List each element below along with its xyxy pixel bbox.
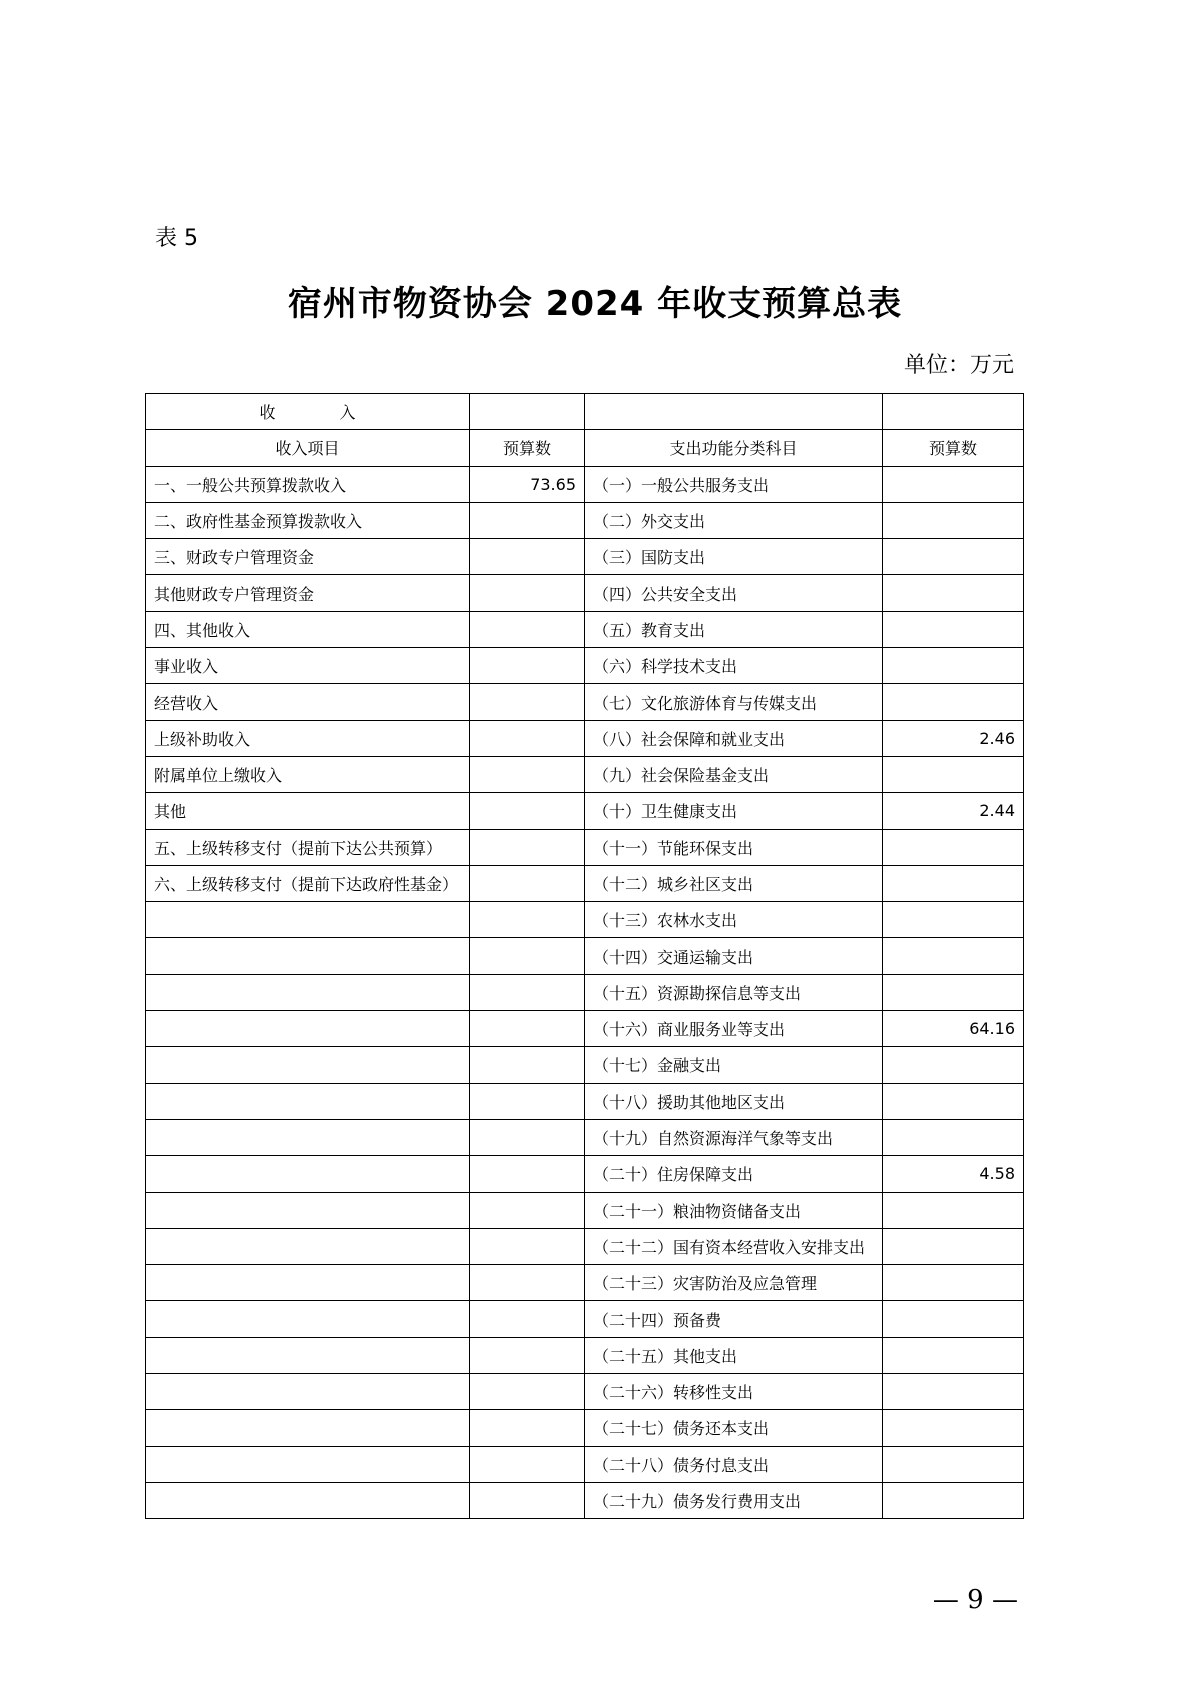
expense-budget-cell bbox=[883, 1374, 1024, 1410]
income-item-cell bbox=[146, 1047, 470, 1083]
expense-item-cell: （五）教育支出 bbox=[585, 611, 883, 647]
expense-budget-cell bbox=[883, 1192, 1024, 1228]
table-row bbox=[146, 829, 1024, 865]
expense-item-cell: （二十九）债务发行费用支出 bbox=[585, 1482, 883, 1518]
expense-budget-cell bbox=[883, 684, 1024, 720]
expense-item-cell: （十二）城乡社区支出 bbox=[585, 865, 883, 901]
table-row bbox=[146, 1482, 1024, 1518]
income-budget-cell bbox=[470, 1265, 585, 1301]
table-row bbox=[146, 1374, 1024, 1410]
income-budget-cell bbox=[470, 1482, 585, 1518]
income-budget-cell bbox=[470, 938, 585, 974]
table-row bbox=[146, 611, 1024, 647]
expense-item-cell: （二十）住房保障支出 bbox=[585, 1156, 883, 1192]
income-budget-cell bbox=[470, 539, 585, 575]
income-item-cell bbox=[146, 1119, 470, 1155]
income-item-cell: 二、政府性基金预算拨款收入 bbox=[146, 502, 470, 538]
empty-cell bbox=[883, 394, 1024, 430]
income-budget-cell bbox=[470, 684, 585, 720]
group-header-row bbox=[146, 394, 1024, 430]
income-budget-cell bbox=[470, 1446, 585, 1482]
expense-budget-cell: 2.46 bbox=[883, 720, 1024, 756]
table-label: 表 5 bbox=[155, 226, 198, 251]
table-row bbox=[146, 974, 1024, 1010]
income-item-cell bbox=[146, 938, 470, 974]
table-row bbox=[146, 466, 1024, 502]
income-budget-cell bbox=[470, 902, 585, 938]
table-row bbox=[146, 539, 1024, 575]
income-group-header: 收 入 bbox=[146, 394, 470, 430]
table-row bbox=[146, 1156, 1024, 1192]
expense-budget-cell bbox=[883, 865, 1024, 901]
expense-budget-cell bbox=[883, 611, 1024, 647]
expense-budget-cell bbox=[883, 974, 1024, 1010]
expense-item-cell: （四）公共安全支出 bbox=[585, 575, 883, 611]
expense-item-cell: （二十七）债务还本支出 bbox=[585, 1410, 883, 1446]
table-row bbox=[146, 902, 1024, 938]
table-row bbox=[146, 793, 1024, 829]
expense-item-cell: （十六）商业服务业等支出 bbox=[585, 1011, 883, 1047]
income-item-cell: 其他 bbox=[146, 793, 470, 829]
income-item-cell bbox=[146, 1301, 470, 1337]
expense-budget-cell bbox=[883, 575, 1024, 611]
table-row bbox=[146, 1446, 1024, 1482]
expense-budget-cell bbox=[883, 1119, 1024, 1155]
expense-item-cell: （二十五）其他支出 bbox=[585, 1337, 883, 1373]
income-item-cell: 一、一般公共预算拨款收入 bbox=[146, 466, 470, 502]
expense-budget-cell bbox=[883, 1337, 1024, 1373]
unit-label: 单位：万元 bbox=[903, 353, 1014, 378]
income-item-cell bbox=[146, 902, 470, 938]
income-budget-cell bbox=[470, 611, 585, 647]
expense-item-cell: （九）社会保险基金支出 bbox=[585, 756, 883, 792]
expense-item-cell: （一）一般公共服务支出 bbox=[585, 466, 883, 502]
income-item-cell: 经营收入 bbox=[146, 684, 470, 720]
income-budget-cell bbox=[470, 974, 585, 1010]
table-row bbox=[146, 1228, 1024, 1264]
page-title: 宿州市物资协会 2024 年收支预算总表 bbox=[287, 284, 903, 324]
income-budget-cell bbox=[470, 575, 585, 611]
expense-budget-cell bbox=[883, 1265, 1024, 1301]
expense-budget-cell bbox=[883, 502, 1024, 538]
empty-cell bbox=[470, 394, 585, 430]
income-item-cell bbox=[146, 1446, 470, 1482]
empty-cell bbox=[585, 394, 883, 430]
income-item-cell bbox=[146, 1192, 470, 1228]
income-budget-cell bbox=[470, 648, 585, 684]
expense-item-cell: （七）文化旅游体育与传媒支出 bbox=[585, 684, 883, 720]
expense-item-cell: （十）卫生健康支出 bbox=[585, 793, 883, 829]
expense-item-cell: （十七）金融支出 bbox=[585, 1047, 883, 1083]
table-row bbox=[146, 756, 1024, 792]
expense-budget-cell bbox=[883, 1047, 1024, 1083]
expense-item-cell: （十三）农林水支出 bbox=[585, 902, 883, 938]
table-row bbox=[146, 684, 1024, 720]
table-row bbox=[146, 938, 1024, 974]
expense-budget-cell: 64.16 bbox=[883, 1011, 1024, 1047]
income-item-cell bbox=[146, 1410, 470, 1446]
income-budget-cell bbox=[470, 1156, 585, 1192]
expense-budget-cell bbox=[883, 1301, 1024, 1337]
income-budget-cell bbox=[470, 865, 585, 901]
income-item-header: 收入项目 bbox=[146, 430, 470, 466]
income-item-cell: 其他财政专户管理资金 bbox=[146, 575, 470, 611]
table-row bbox=[146, 648, 1024, 684]
expense-item-cell: （二十四）预备费 bbox=[585, 1301, 883, 1337]
table-row bbox=[146, 1192, 1024, 1228]
expense-item-cell: （二十六）转移性支出 bbox=[585, 1374, 883, 1410]
expense-item-cell: （十四）交通运输支出 bbox=[585, 938, 883, 974]
table-row bbox=[146, 1119, 1024, 1155]
table-row bbox=[146, 720, 1024, 756]
table-row bbox=[146, 502, 1024, 538]
expense-item-cell: （十五）资源勘探信息等支出 bbox=[585, 974, 883, 1010]
expense-item-cell: （三）国防支出 bbox=[585, 539, 883, 575]
income-item-cell: 上级补助收入 bbox=[146, 720, 470, 756]
income-item-cell bbox=[146, 1083, 470, 1119]
income-budget-cell bbox=[470, 720, 585, 756]
table-row bbox=[146, 1083, 1024, 1119]
income-item-cell: 附属单位上缴收入 bbox=[146, 756, 470, 792]
income-budget-cell bbox=[470, 1011, 585, 1047]
income-item-cell: 三、财政专户管理资金 bbox=[146, 539, 470, 575]
income-item-cell bbox=[146, 1337, 470, 1373]
table-row bbox=[146, 1047, 1024, 1083]
table-row bbox=[146, 1410, 1024, 1446]
income-budget-cell bbox=[470, 756, 585, 792]
income-item-cell bbox=[146, 974, 470, 1010]
income-budget-cell bbox=[470, 1301, 585, 1337]
income-item-cell: 六、上级转移支付（提前下达政府性基金） bbox=[146, 865, 470, 901]
income-budget-header: 预算数 bbox=[470, 430, 585, 466]
expense-budget-cell bbox=[883, 1083, 1024, 1119]
expense-budget-cell: 2.44 bbox=[883, 793, 1024, 829]
expense-budget-cell bbox=[883, 756, 1024, 792]
income-item-cell bbox=[146, 1482, 470, 1518]
income-budget-cell bbox=[470, 1374, 585, 1410]
expense-budget-cell bbox=[883, 1446, 1024, 1482]
expense-item-cell: （二十二）国有资本经营收入安排支出 bbox=[585, 1228, 883, 1264]
income-budget-cell bbox=[470, 1337, 585, 1373]
table-row bbox=[146, 575, 1024, 611]
expense-budget-cell bbox=[883, 1482, 1024, 1518]
income-item-cell: 五、上级转移支付（提前下达公共预算） bbox=[146, 829, 470, 865]
expense-item-cell: （二十一）粮油物资储备支出 bbox=[585, 1192, 883, 1228]
income-item-cell bbox=[146, 1265, 470, 1301]
income-item-cell bbox=[146, 1156, 470, 1192]
table-row bbox=[146, 1337, 1024, 1373]
expense-budget-cell bbox=[883, 648, 1024, 684]
income-budget-cell bbox=[470, 1228, 585, 1264]
expense-item-cell: （六）科学技术支出 bbox=[585, 648, 883, 684]
income-item-cell bbox=[146, 1011, 470, 1047]
income-budget-cell bbox=[470, 1119, 585, 1155]
income-item-cell bbox=[146, 1228, 470, 1264]
income-budget-cell bbox=[470, 1192, 585, 1228]
budget-summary-table bbox=[145, 393, 1024, 1519]
income-budget-cell bbox=[470, 829, 585, 865]
expense-item-header: 支出功能分类科目 bbox=[585, 430, 883, 466]
income-item-cell bbox=[146, 1374, 470, 1410]
income-budget-cell bbox=[470, 502, 585, 538]
table-row bbox=[146, 1011, 1024, 1047]
expense-item-cell: （十八）援助其他地区支出 bbox=[585, 1083, 883, 1119]
income-budget-cell bbox=[470, 793, 585, 829]
income-item-cell: 四、其他收入 bbox=[146, 611, 470, 647]
expense-budget-cell: 4.58 bbox=[883, 1156, 1024, 1192]
income-budget-cell: 73.65 bbox=[470, 466, 585, 502]
expense-budget-cell bbox=[883, 902, 1024, 938]
expense-item-cell: （二十三）灾害防治及应急管理 bbox=[585, 1265, 883, 1301]
column-header-row bbox=[146, 430, 1024, 466]
income-budget-cell bbox=[470, 1083, 585, 1119]
table-body bbox=[146, 466, 1024, 1519]
expense-budget-cell bbox=[883, 539, 1024, 575]
expense-budget-cell bbox=[883, 1410, 1024, 1446]
expense-item-cell: （二）外交支出 bbox=[585, 502, 883, 538]
expense-item-cell: （十一）节能环保支出 bbox=[585, 829, 883, 865]
expense-budget-cell bbox=[883, 938, 1024, 974]
expense-budget-header: 预算数 bbox=[883, 430, 1024, 466]
income-budget-cell bbox=[470, 1047, 585, 1083]
table-row bbox=[146, 1301, 1024, 1337]
expense-item-cell: （二十八）债务付息支出 bbox=[585, 1446, 883, 1482]
expense-budget-cell bbox=[883, 1228, 1024, 1264]
income-budget-cell bbox=[470, 1410, 585, 1446]
expense-item-cell: （八）社会保障和就业支出 bbox=[585, 720, 883, 756]
income-item-cell: 事业收入 bbox=[146, 648, 470, 684]
expense-item-cell: （十九）自然资源海洋气象等支出 bbox=[585, 1119, 883, 1155]
expense-budget-cell bbox=[883, 466, 1024, 502]
table-row bbox=[146, 865, 1024, 901]
expense-budget-cell bbox=[883, 829, 1024, 865]
page-number: — 9 — bbox=[932, 1585, 1018, 1615]
table-row bbox=[146, 1265, 1024, 1301]
